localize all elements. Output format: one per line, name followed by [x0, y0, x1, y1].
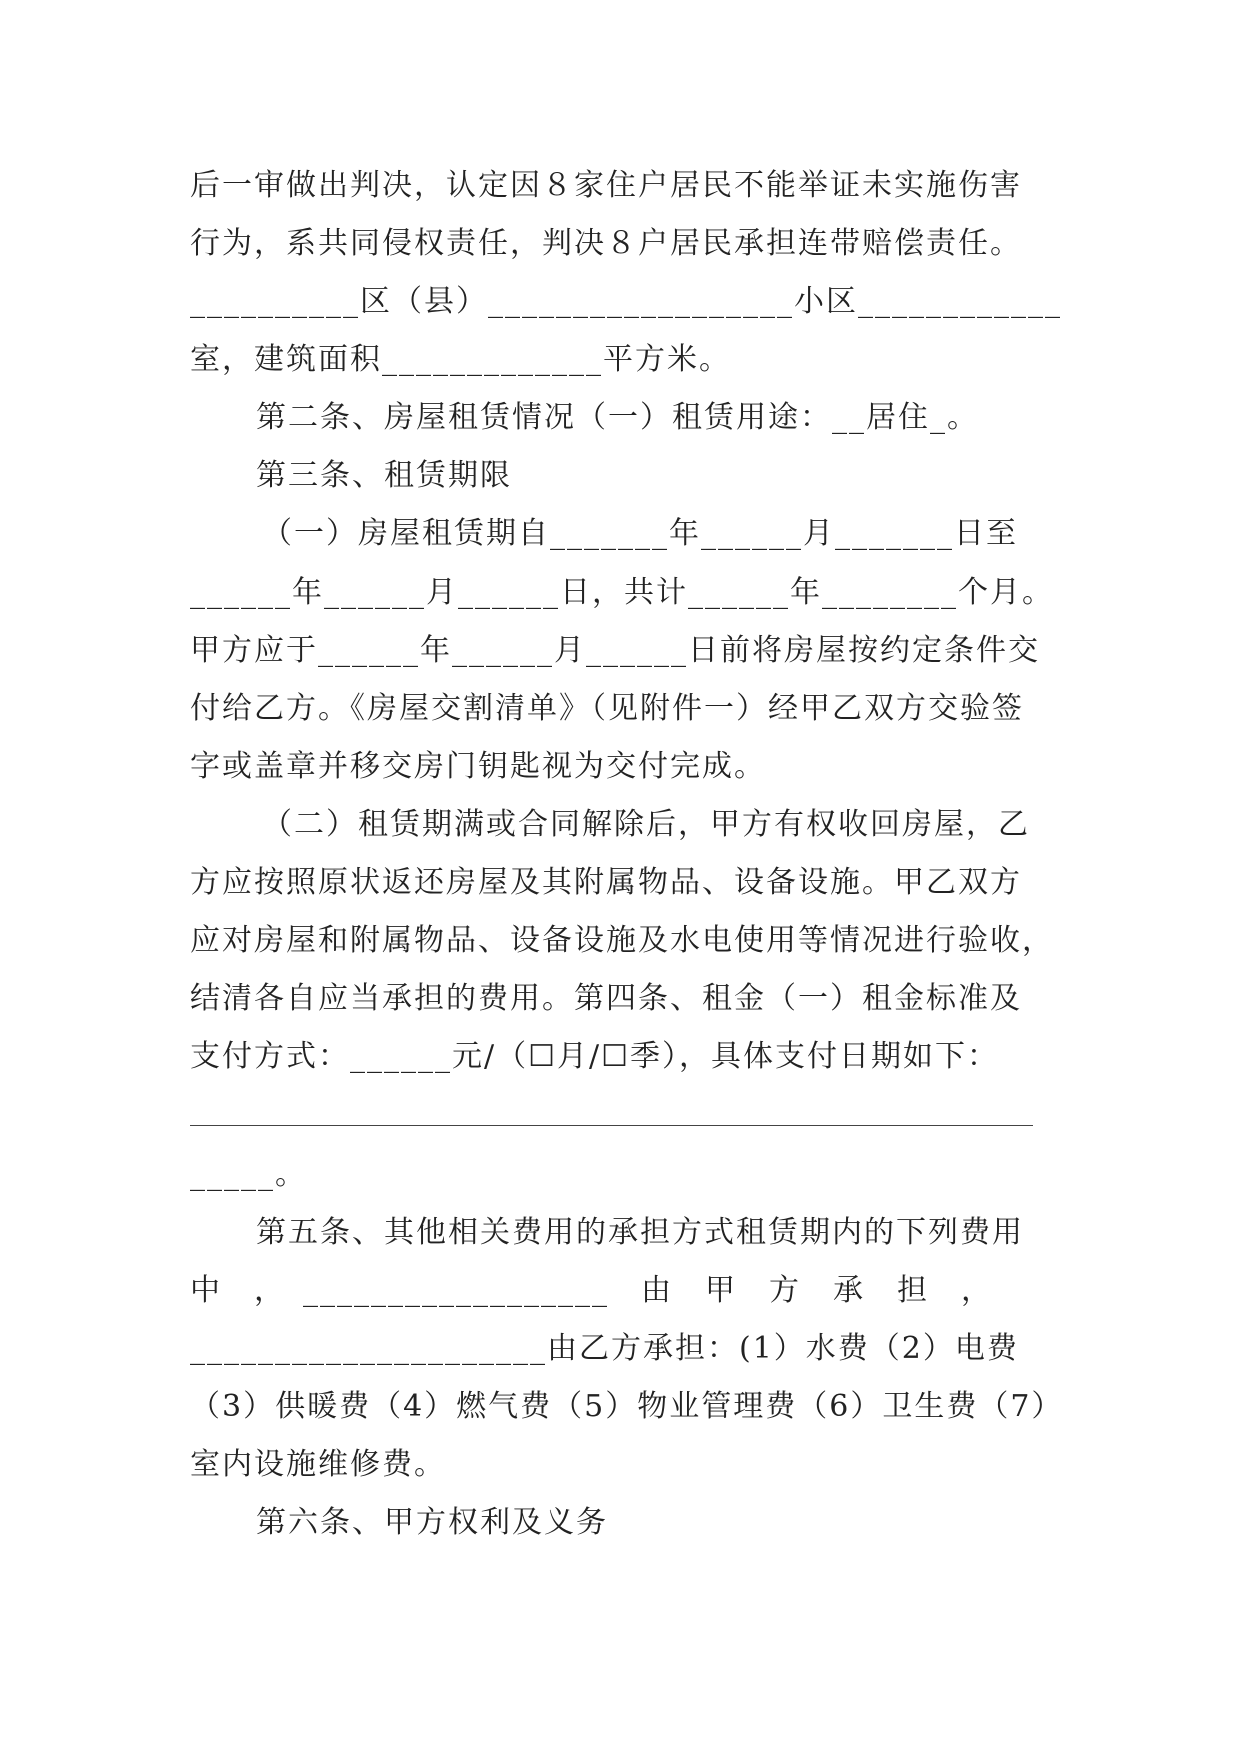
text-line-4: 室，建筑面积_____________平方米。 [190, 342, 731, 377]
text-line-5: 第二条、房屋租赁情况（一）租赁用途：__居住_。 [256, 400, 979, 435]
text-line-21: （3）供暖费（4）燃气费（5）物业管理费（6）卫生费（7） [190, 1389, 1064, 1424]
text-line-22: 室内设施维修费。 [190, 1447, 446, 1482]
text-line-23: 第六条、甲方权利及义务 [256, 1505, 608, 1540]
text-line-12: （二）租赁期满或合同解除后，甲方有权收回房屋，乙 [262, 807, 1030, 842]
text-line-3: __________区（县）__________________小区____________ [190, 284, 1062, 319]
blank-fill-rule [190, 1125, 1033, 1126]
text-line-19: 中 ， __________________ 由 甲 方 承 担 ， [190, 1273, 993, 1308]
text-line-7: （一）房屋租赁期自_______年______月_______日至 [262, 516, 1018, 551]
text-line-10: 付给乙方。《房屋交割清单》（见附件一）经甲乙双方交验签 [190, 691, 1024, 726]
text-line-14: 应对房屋和附属物品、设备设施及水电使用等情况进行验收， [190, 923, 1054, 958]
text-line-20: _____________________由乙方承担：(1）水费（2）电费 [190, 1331, 1019, 1366]
text-line-15: 结清各自应当承担的费用。第四条、租金（一）租金标准及 [190, 981, 1022, 1016]
text-line-1: 后一审做出判决，认定因８家住户居民不能举证未实施伤害 [190, 168, 1022, 203]
text-line-8: ______年______月______日，共计______年________个月。 [190, 575, 1054, 610]
text-line-2: 行为，系共同侵权责任，判决８户居民承担连带赔偿责任。 [190, 226, 1022, 261]
text-line-16: 支付方式：______元/（☐月/☐季），具体支付日期如下： [190, 1039, 1000, 1074]
text-line-9: 甲方应于______年______月______日前将房屋按约定条件交 [190, 633, 1040, 668]
text-line-6: 第三条、租赁期限 [256, 458, 512, 493]
text-line-17: _____。 [190, 1157, 307, 1192]
text-line-18: 第五条、其他相关费用的承担方式租赁期内的下列费用 [256, 1215, 1024, 1250]
text-line-13: 方应按照原状返还房屋及其附属物品、设备设施。甲乙双方 [190, 865, 1022, 900]
text-line-11: 字或盖章并移交房门钥匙视为交付完成。 [190, 749, 766, 784]
